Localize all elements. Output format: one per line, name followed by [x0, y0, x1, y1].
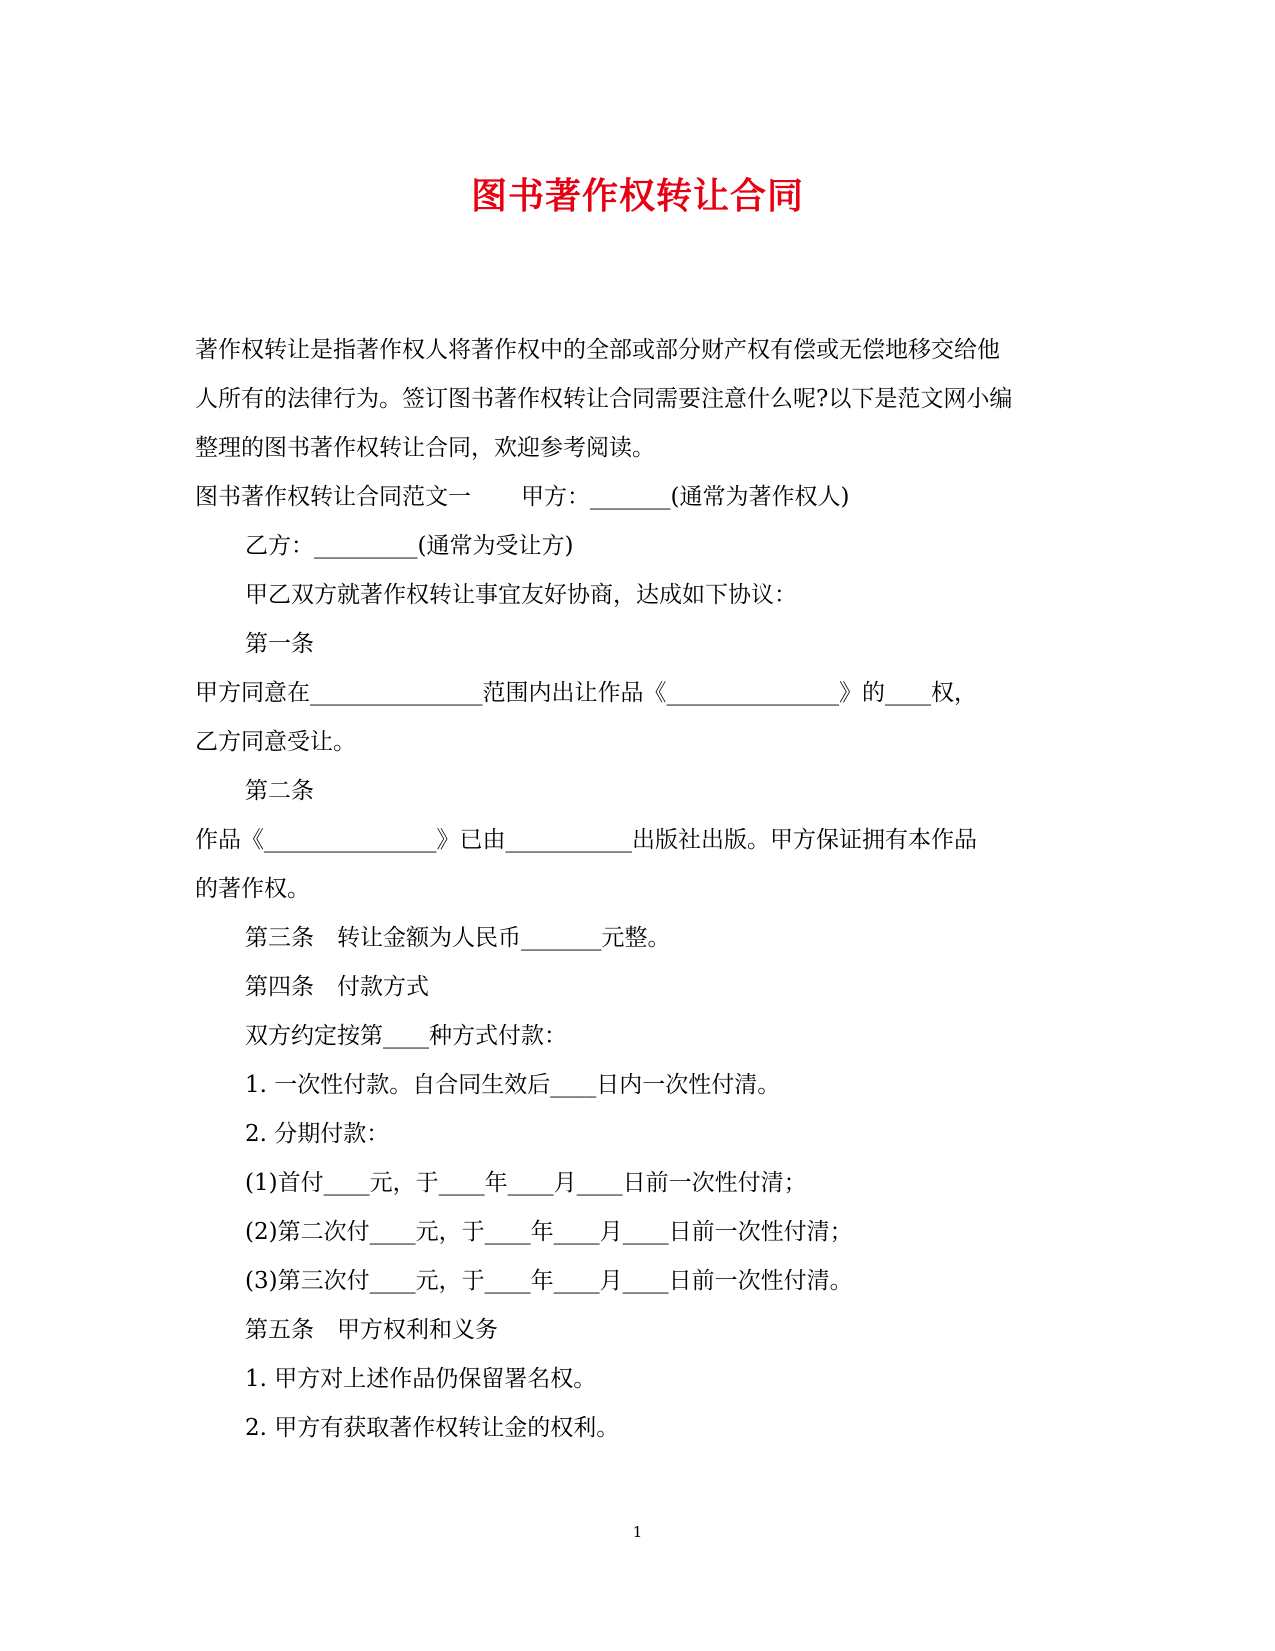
paragraph-line: 作品《_______________》已由___________出版社出版。甲方保证拥有本作品 — [195, 827, 977, 853]
paragraph-line: 整理的图书著作权转让合同，欢迎参考阅读。 — [195, 435, 655, 461]
paragraph-line: 的著作权。 — [195, 876, 310, 902]
article-heading: 第三条 转让金额为人民币_______元整。 — [245, 925, 671, 951]
article-heading: 第一条 — [245, 631, 314, 657]
paragraph-line: 人所有的法律行为。签订图书著作权转让合同需要注意什么呢?以下是范文网小编 — [195, 386, 1013, 412]
paragraph-line: 甲乙双方就著作权转让事宜友好协商，达成如下协议： — [245, 582, 797, 608]
list-item: (3)第三次付____元，于____年____月____日前一次性付清。 — [245, 1268, 853, 1294]
paragraph-line: 乙方同意受让。 — [195, 729, 356, 755]
page-number: 1 — [632, 1523, 643, 1541]
paragraph-line: 双方约定按第____种方式付款： — [245, 1023, 567, 1049]
paragraph-line: 甲方同意在_______________范围内出让作品《_______________》的____权， — [195, 680, 977, 706]
party-b-line: 乙方：_________(通常为受让方) — [245, 533, 574, 559]
article-heading: 第五条 甲方权利和义务 — [245, 1317, 498, 1343]
sample-heading: 图书著作权转让合同范文一 — [195, 484, 471, 510]
document-title: 图书著作权转让合同 — [470, 175, 804, 217]
list-item: (1)首付____元，于____年____月____日前一次性付清； — [245, 1170, 807, 1196]
article-heading: 第二条 — [245, 778, 314, 804]
article-heading: 第四条 付款方式 — [245, 974, 429, 1000]
list-item: 2. 分期付款： — [245, 1121, 390, 1147]
paragraph-line: 著作权转让是指著作权人将著作权中的全部或部分财产权有偿或无偿地移交给他 — [195, 337, 1000, 363]
document-body — [195, 326, 1085, 1453]
list-item: 1. 甲方对上述作品仍保留署名权。 — [245, 1366, 597, 1392]
party-a-line: 甲方：_______(通常为著作权人) — [521, 484, 850, 510]
paragraph-line — [195, 473, 1085, 522]
list-item: 2. 甲方有获取著作权转让金的权利。 — [245, 1415, 620, 1441]
list-item: 1. 一次性付款。自合同生效后____日内一次性付清。 — [245, 1072, 781, 1098]
list-item: (2)第二次付____元，于____年____月____日前一次性付清； — [245, 1219, 853, 1245]
